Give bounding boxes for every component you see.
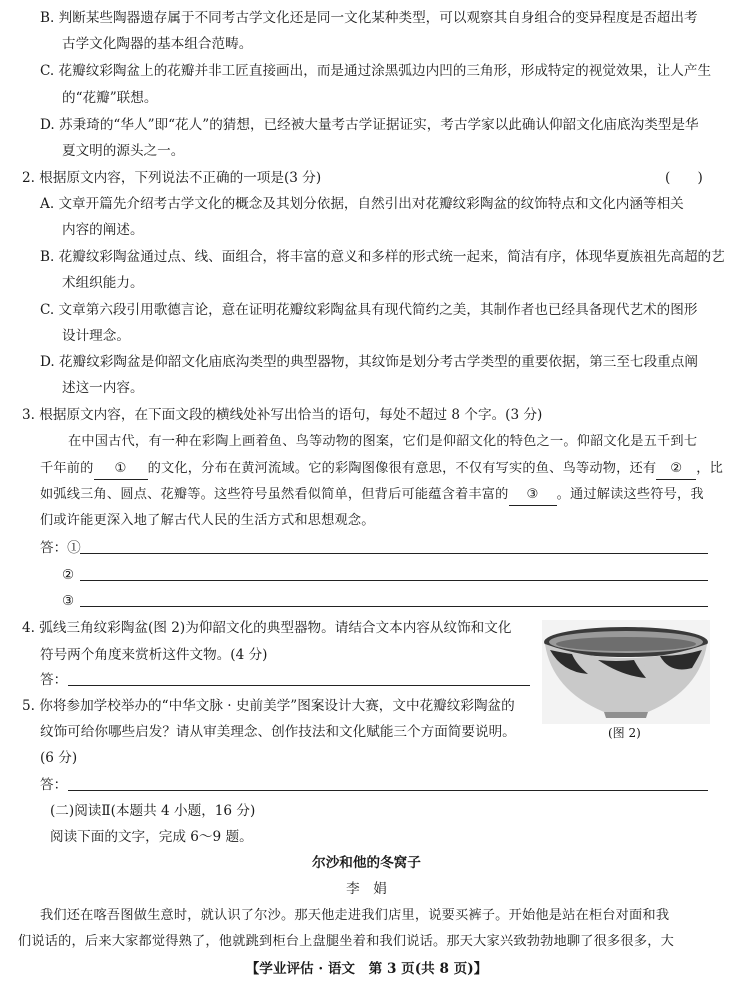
- q4-stem-line1: 4. 弧线三角纹彩陶盆(图 2)为仰韶文化的典型器物。请结合文本内容从纹饰和文化: [22, 620, 512, 636]
- q2-option-c-line2: 设计理念。: [62, 328, 130, 344]
- q3-answer-label-3: ③: [62, 593, 75, 609]
- q3-passage-text: ，比: [696, 461, 724, 476]
- q2-option-b-line2: 术组织能力。: [62, 275, 144, 291]
- q3-answer-line-3[interactable]: [80, 606, 708, 607]
- article-author: 李 娟: [346, 881, 387, 897]
- q3-passage-text: 千年前的: [40, 461, 94, 476]
- q3-passage-line2: [40, 459, 723, 480]
- q3-passage-line3: [40, 485, 704, 506]
- q3-passage-text: 的文化，分布在黄河流域。它的彩陶图像很有意思，不仅有写实的鱼、鸟等动物，还有: [147, 461, 657, 476]
- q3-blank-2[interactable]: ②: [656, 459, 696, 480]
- page-footer: 【学业评估 · 语文 第 3 页(共 8 页)】: [245, 961, 488, 977]
- q1-option-c-line2: 的“花瓣”联想。: [62, 90, 158, 106]
- article-paragraph-line2: 们说话的，后来大家都觉得熟了，他就跳到柜台上盘腿坐着和我们说话。那天大家兴致勃勃地聊了很多很多，大: [18, 934, 674, 949]
- article-paragraph-line1: 我们还在喀吾图做生意时，就认识了尔沙。那天他走进我们店里，说要买裤子。开始他是站在柜台对面和我: [40, 908, 670, 923]
- figure-2-pottery-bowl-image: [542, 620, 710, 724]
- q2-option-d-line2: 述这一内容。: [62, 380, 144, 396]
- figure-2-caption: (图 2): [608, 726, 641, 740]
- q3-answer-line-1[interactable]: [80, 553, 708, 554]
- q5-stem-line2: 纹饰可给你哪些启发？请从审美理念、创作技法和文化赋能三个方面简要说明。: [40, 724, 516, 740]
- q3-passage-text: 如弧线三角、圆点、花瓣等。这些符号虽然看似简单，但背后可能蕴含着丰富的: [40, 487, 509, 502]
- q1-option-c-line1: C. 花瓣纹彩陶盆上的花瓣并非工匠直接画出，而是通过涂黑弧边内凹的三角形，形成特定的视觉效果，让人产生: [40, 63, 712, 79]
- q3-stem: 3. 根据原文内容，在下面文段的横线处补写出恰当的语句，每处不超过 8 个字。(3 分): [22, 407, 543, 423]
- q3-answer-label-2: ②: [62, 567, 75, 583]
- q4-answer-line[interactable]: [68, 685, 530, 686]
- q2-option-c-line1: C. 文章第六段引用歌德言论，意在证明花瓣纹彩陶盆具有现代简约之美，其制作者也已经具备现代艺术的图形: [40, 302, 698, 318]
- q1-option-b-line1: B. 判断某些陶器遗存属于不同考古学文化还是同一文化某种类型，可以观察其自身组合的变异程度是否超出考: [40, 10, 698, 26]
- q4-answer-label: 答：: [40, 672, 68, 688]
- section-2-instructions: 阅读下面的文字，完成 6～9 题。: [50, 829, 253, 845]
- q5-stem-line1: 5. 你将参加学校举办的“中华文脉 · 史前美学”图案设计大赛，文中花瓣纹彩陶盆的: [22, 698, 515, 714]
- q2-stem: 2. 根据原文内容，下列说法不正确的一项是(3 分): [22, 170, 322, 186]
- q5-stem-line3: (6 分): [40, 750, 78, 766]
- q3-answer-line-2[interactable]: [80, 580, 708, 581]
- q3-blank-1[interactable]: ①: [94, 459, 148, 480]
- q1-option-d-line2: 夏文明的源头之一。: [62, 143, 185, 159]
- section-2-header: (二)阅读Ⅱ(本题共 4 小题，16 分): [50, 803, 256, 819]
- q1-option-d-line1: D. 苏秉琦的“华人”即“花人”的猜想，已经被大量考古学证据证实，考古学家以此确认仰韶文化庙底沟类型是华: [40, 117, 699, 133]
- q2-option-d-line1: D. 花瓣纹彩陶盆是仰韶文化庙底沟类型的典型器物，其纹饰是划分考古学类型的重要依据，第三至七段重点阐: [40, 354, 698, 370]
- q3-answer-label-1: 答：①: [40, 540, 81, 556]
- q3-passage-text: 。通过解读这些符号，我: [556, 487, 704, 502]
- q4-stem-line2: 符号两个角度来赏析这件文物。(4 分): [40, 647, 268, 663]
- article-title: 尔沙和他的冬窝子: [312, 855, 421, 871]
- q5-answer-line[interactable]: [68, 790, 708, 791]
- q1-option-b-line2: 古学文化陶器的基本组合范畴。: [62, 36, 253, 52]
- q2-option-a-line2: 内容的阐述。: [62, 222, 144, 238]
- q2-answer-paren[interactable]: ( ): [665, 170, 703, 186]
- q3-passage-line1: 在中国古代，有一种在彩陶上画着鱼、鸟等动物的图案，它们是仰韶文化的特色之一。仰韶文化是五千到七: [68, 434, 698, 449]
- q5-answer-label: 答：: [40, 777, 68, 793]
- pottery-bowl-illustration: [542, 620, 710, 724]
- q2-option-a-line1: A. 文章开篇先介绍考古学文化的概念及其划分依据，自然引出对花瓣纹彩陶盆的纹饰特点和文化内涵等相关: [40, 196, 684, 212]
- q3-passage-line4: 们或许能更深入地了解古代人民的生活方式和思想观念。: [40, 513, 375, 528]
- q2-option-b-line1: B. 花瓣纹彩陶盆通过点、线、面组合，将丰富的意义和多样的形式统一起来，简洁有序，体现华夏族祖先高超的艺: [40, 249, 725, 265]
- q3-blank-3[interactable]: ③: [509, 485, 557, 506]
